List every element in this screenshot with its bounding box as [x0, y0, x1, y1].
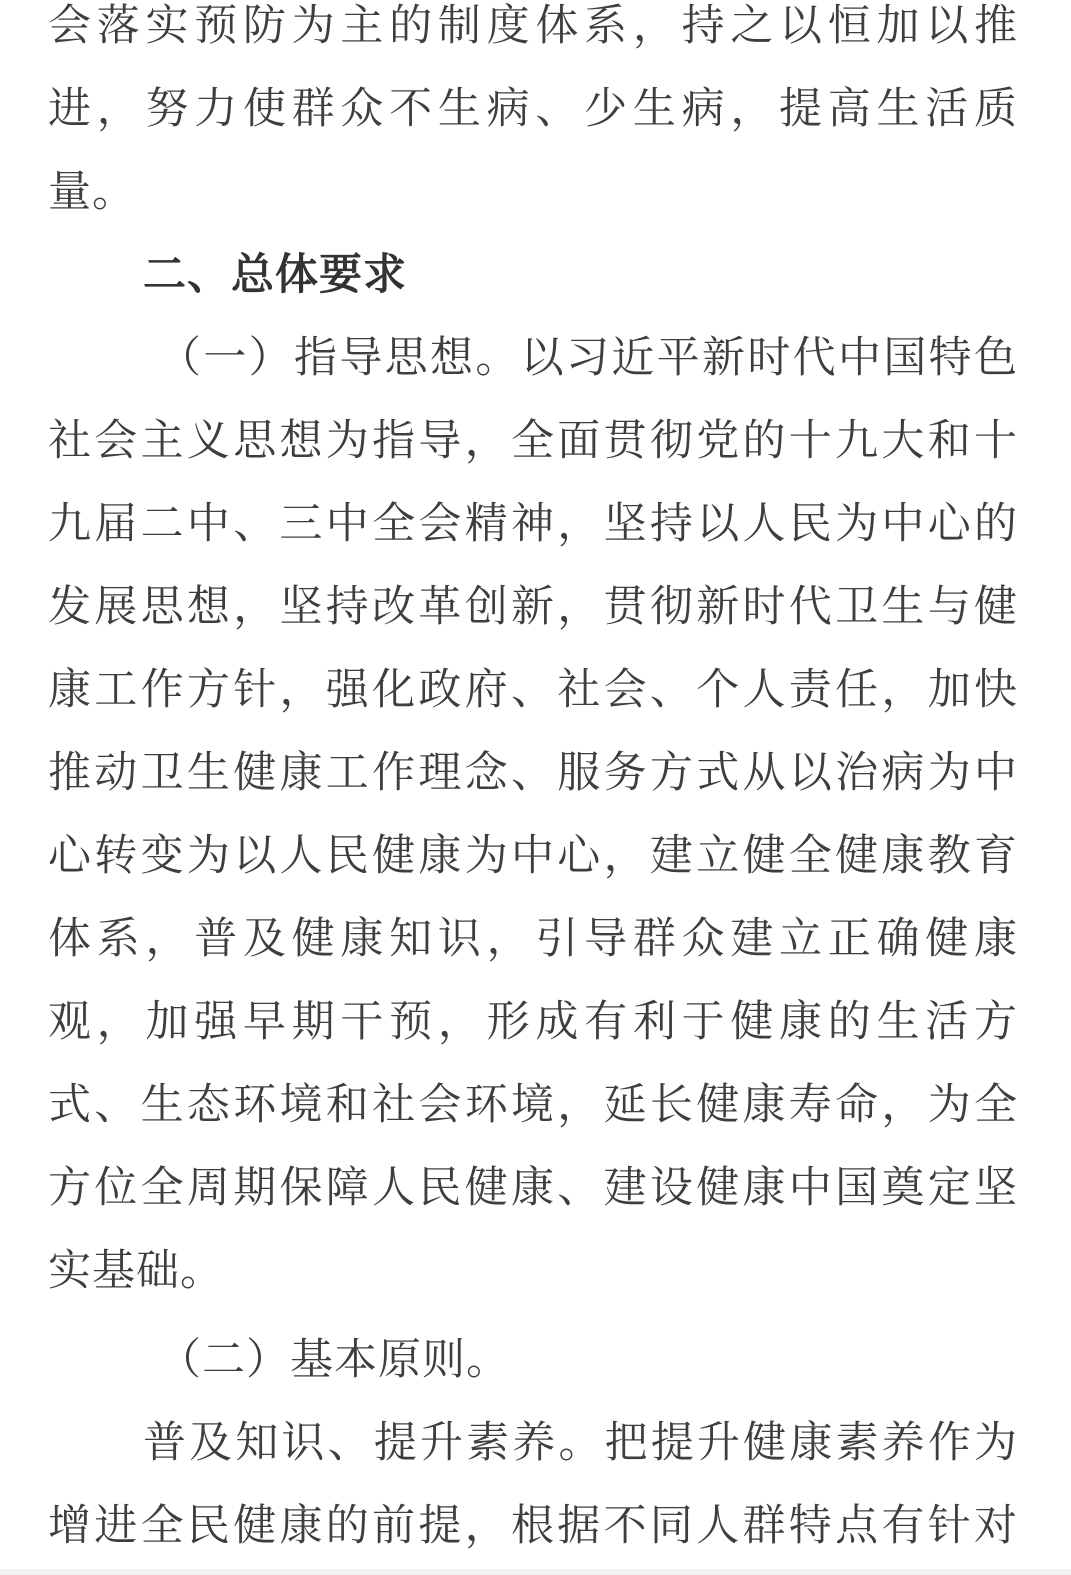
paragraph-line: 实基础。: [48, 1246, 224, 1296]
paragraph-line: 式、生态环境和社会环境，延长健康寿命，为全: [48, 1080, 1018, 1130]
paragraph-line: 观，加强早期干预，形成有利于健康的生活方: [48, 997, 1018, 1047]
paragraph-line: 发展思想，坚持改革创新，贯彻新时代卫生与健: [48, 582, 1018, 632]
paragraph-line: 普及知识、提升素养。把提升健康素养作为: [143, 1418, 1018, 1468]
paragraph-line: 推动卫生健康工作理念、服务方式从以治病为中: [48, 748, 1018, 798]
section-heading: 二、总体要求: [143, 250, 407, 300]
paragraph-line: 方位全周期保障人民健康、建设健康中国奠定坚: [48, 1163, 1018, 1213]
paragraph-line: 进，努力使群众不生病、少生病，提高生活质: [48, 84, 1018, 134]
paragraph-line: 增进全民健康的前提，根据不同人群特点有针对: [48, 1501, 1018, 1551]
subsection-heading: （一）指导思想。以习近平新时代中国特色: [158, 333, 1018, 383]
paragraph-line: 体系，普及健康知识，引导群众建立正确健康: [48, 914, 1018, 964]
bottom-divider: [0, 1569, 1071, 1575]
paragraph-line: 九届二中、三中全会精神，坚持以人民为中心的: [48, 499, 1018, 549]
paragraph-line: 量。: [48, 167, 136, 217]
paragraph-line: 康工作方针，强化政府、社会、个人责任，加快: [48, 665, 1018, 715]
paragraph-line: 会落实预防为主的制度体系，持之以恒加以推: [48, 1, 1018, 51]
paragraph-line: 心转变为以人民健康为中心，建立健全健康教育: [48, 831, 1018, 881]
paragraph-line: 社会主义思想为指导，全面贯彻党的十九大和十: [48, 416, 1018, 466]
subsection-heading: （二）基本原则。: [158, 1335, 510, 1385]
